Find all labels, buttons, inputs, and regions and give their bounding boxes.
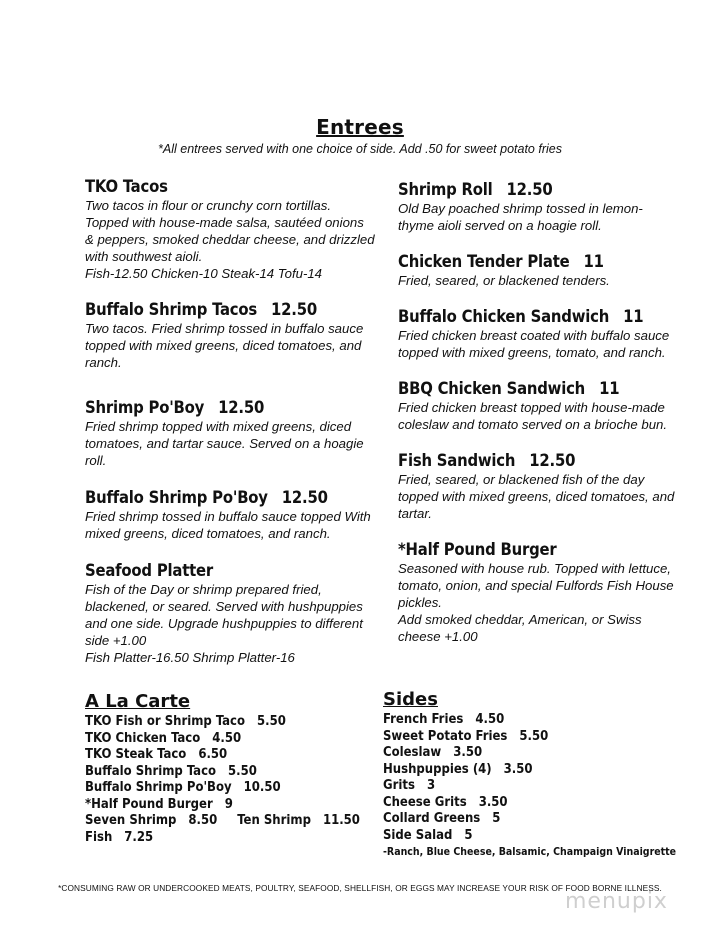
list-item <box>85 797 365 814</box>
item-price: 5.50 <box>257 714 286 729</box>
item-name: Seafood Platter <box>85 561 213 580</box>
menu-item <box>85 176 375 282</box>
list-item <box>85 830 365 847</box>
item-name: Sweet Potato Fries <box>383 728 508 744</box>
item-price: 10.50 <box>243 780 281 795</box>
item-price: 8.50 <box>188 813 218 828</box>
item-price: 9 <box>224 796 233 812</box>
item-price: 11 <box>623 307 644 326</box>
item-price: 12.50 <box>506 180 553 199</box>
item-price: 5.50 <box>519 728 549 744</box>
item-price: 12.50 <box>218 398 265 417</box>
left-entrees-column <box>85 176 375 683</box>
item-price: 3.50 <box>478 794 508 810</box>
item-name: Ten Shrimp <box>237 813 311 828</box>
a-la-carte-title: A La Carte <box>85 691 191 712</box>
menu-item <box>398 539 678 645</box>
list-item <box>85 747 365 764</box>
item-description: Fried shrimp topped with mixed greens, diced tomatoes, and tartar sauce. Served on a hoagie roll. <box>85 419 364 468</box>
item-name: Grits <box>383 778 415 793</box>
item-price: 4.50 <box>475 712 505 727</box>
item-description: Seasoned with house rub. Topped with lettuce, tomato, onion, and special Fulfords Fish House pickles. <box>398 561 674 610</box>
list-item <box>85 714 365 731</box>
list-item <box>383 745 683 762</box>
list-item <box>383 729 683 746</box>
menu-item <box>398 179 678 234</box>
food-safety-disclaimer: *CONSUMING RAW OR UNDERCOOKED MEATS, POULTRY, SEAFOOD, SHELLFISH, OR EGGS MAY INCREASE YOUR RISK OF FOOD BORNE ILLNESS. <box>58 883 662 893</box>
page-title: Entrees <box>316 115 404 139</box>
entrees-subtitle: *All entrees served with one choice of side. Add .50 for sweet potato fries <box>158 142 562 156</box>
item-price: 3.50 <box>453 745 483 760</box>
item-name: Buffalo Shrimp Po'Boy <box>85 488 268 507</box>
item-name: TKO Chicken Taco <box>85 730 201 746</box>
right-entrees-column <box>398 179 678 662</box>
item-price: 12.50 <box>281 488 328 507</box>
item-description: Fried shrimp tossed in buffalo sauce topped With mixed greens, diced tomatoes, and ranch. <box>85 509 371 541</box>
item-description: Two tacos. Fried shrimp tossed in buffalo sauce topped with mixed greens, diced tomatoes, and ranch. <box>85 321 364 370</box>
item-name: Fish <box>85 829 113 845</box>
item-price: 3.50 <box>503 761 533 777</box>
menu-item <box>85 397 375 469</box>
dressing-options: -Ranch, Blue Cheese, Balsamic, Champaign Vinaigrette <box>383 846 677 858</box>
item-name: TKO Steak Taco <box>85 747 187 762</box>
menu-item <box>398 378 678 433</box>
list-item <box>383 778 683 795</box>
item-name: Coleslaw <box>383 745 442 760</box>
item-price: 7.25 <box>124 829 154 845</box>
list-item <box>85 813 365 830</box>
item-price: 12.50 <box>529 451 576 470</box>
a-la-carte-section <box>85 690 365 846</box>
item-name: Shrimp Po'Boy <box>85 398 205 417</box>
item-name: Collard Greens <box>383 811 481 826</box>
sides-section <box>383 688 683 860</box>
menu-item <box>85 487 375 542</box>
item-price: 5 <box>464 827 473 843</box>
item-name: Cheese Grits <box>383 794 467 810</box>
sides-title: Sides <box>383 689 438 710</box>
list-item <box>85 731 365 748</box>
item-price: 5.50 <box>228 763 257 779</box>
item-description: Fried chicken breast coated with buffalo sauce topped with mixed greens, tomato, and ranch. <box>398 328 670 360</box>
item-name: Seven Shrimp <box>85 813 177 828</box>
item-name: Buffalo Shrimp Po'Boy <box>85 780 232 795</box>
item-price: 11.50 <box>322 813 360 828</box>
item-price: 6.50 <box>198 747 228 762</box>
item-extra: Add smoked cheddar, American, or Swiss cheese +1.00 <box>398 612 642 644</box>
item-description: Fried chicken breast topped with house-made coleslaw and tomato served on a brioche bun. <box>398 400 668 432</box>
item-name: Buffalo Chicken Sandwich <box>398 307 610 326</box>
menu-item <box>85 560 375 666</box>
list-item <box>383 828 683 845</box>
item-price: 12.50 <box>271 300 317 319</box>
list-item <box>383 811 683 828</box>
list-item <box>383 762 683 779</box>
menu-item <box>398 306 678 361</box>
item-name: Shrimp Roll <box>398 180 493 199</box>
item-description: Fried, seared, or blackened tenders. <box>398 273 610 288</box>
item-price: 3 <box>426 778 436 793</box>
item-name: Buffalo Shrimp Tacos <box>85 300 258 319</box>
item-name: Side Salad <box>383 827 453 843</box>
item-extra: Fish Platter-16.50 Shrimp Platter-16 <box>85 650 295 665</box>
item-price: 5 <box>492 811 501 826</box>
item-description: Fried, seared, or blackened fish of the day topped with mixed greens, diced tomatoes, and tartar. <box>398 472 675 521</box>
item-price: 11 <box>583 252 604 271</box>
item-description: Old Bay poached shrimp tossed in lemon-thyme aioli served on a hoagie roll. <box>398 201 643 233</box>
menu-item <box>398 450 678 522</box>
item-description: Fish of the Day or shrimp prepared fried, blackened, or seared. Served with hushpuppies and one side. Upgrade hushpuppies to different side +1.00 <box>85 582 363 648</box>
item-name: *Half Pound Burger <box>85 796 213 812</box>
list-item <box>383 712 683 729</box>
list-item <box>85 764 365 781</box>
item-name: *Half Pound Burger <box>398 540 557 559</box>
menu-item <box>85 299 375 371</box>
item-name: TKO Tacos <box>85 177 168 196</box>
item-name: BBQ Chicken Sandwich <box>398 379 586 398</box>
item-name: Chicken Tender Plate <box>398 252 570 271</box>
item-name: French Fries <box>383 712 464 727</box>
watermark-logo: menupix <box>565 889 668 914</box>
item-name: Buffalo Shrimp Taco <box>85 763 217 779</box>
item-name: TKO Fish or Shrimp Taco <box>85 714 246 729</box>
item-price: 11 <box>599 379 620 398</box>
item-name: Fish Sandwich <box>398 451 516 470</box>
item-extra: Fish-12.50 Chicken-10 Steak-14 Tofu-14 <box>85 266 323 281</box>
item-name: Hushpuppies (4) <box>383 761 492 777</box>
item-description: Two tacos in flour or crunchy corn tortillas. Topped with house-made salsa, sautéed onions & peppers, smoked cheddar cheese, and drizzled with southwest aioli. <box>85 198 375 264</box>
item-price: 4.50 <box>212 730 242 746</box>
list-item <box>383 795 683 812</box>
list-item <box>85 780 365 797</box>
menu-item <box>398 251 678 289</box>
